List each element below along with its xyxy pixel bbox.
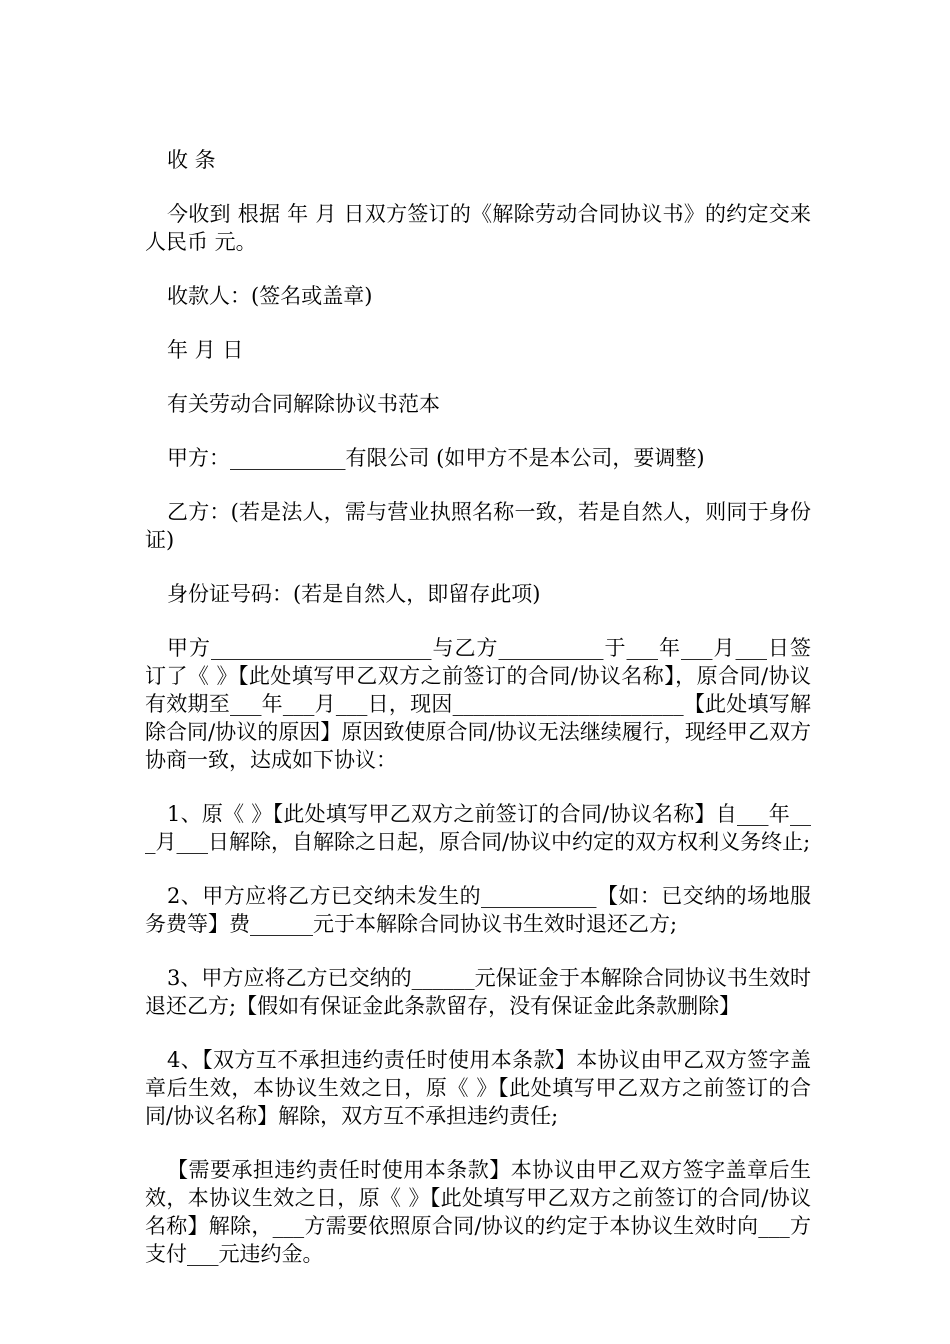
clause-2: 2、甲方应将乙方已交纳未发生的___________【如：已交纳的场地服务费等】费______元于本解除合同协议书生效时退还乙方; [145,884,811,936]
party-b: 乙方：(若是法人，需与营业执照名称一致，若是自然人，则同于身份证) [145,500,811,552]
clause-4: 4、【双方互不承担违约责任时使用本条款】本协议由甲乙双方签字盖章后生效，本协议生效之日，原《 》【此处填写甲乙双方之前签订的合同/协议名称】解除，双方互不承担违约责任; [145,1048,811,1128]
clause-4-alternative: 【需要承担违约责任时使用本条款】本协议由甲乙双方签字盖章后生效，本协议生效之日，原《 》【此处填写甲乙双方之前签订的合同/协议名称】解除，___方需要依照原合同/协议的约定于本协议生效时向___方支付___元违约金。 [145,1158,811,1266]
id-number: 身份证号码：(若是自然人，即留存此项) [167,582,541,606]
party-a: 甲方：___________有限公司 (如甲方不是本公司，要调整) [167,446,705,470]
clause-3: 3、甲方应将乙方已交纳的______元保证金于本解除合同协议书生效时退还乙方;【假如有保证金此条款留存，没有保证金此条款删除】 [145,966,811,1018]
document-page [145,146,811,1294]
receipt-body: 今收到 根据 年 月 日双方签订的《解除劳动合同协议书》的约定交来人民币 元。 [145,202,811,254]
clause-1: 1、原《 》【此处填写甲乙双方之前签订的合同/协议名称】自___年___月___日解除，自解除之日起，原合同/协议中约定的双方权利义务终止; [145,802,811,854]
receipt-title: 收 条 [167,148,216,172]
agreement-preamble: 甲方_____________________与乙方__________于___年___月___日签订了《 》【此处填写甲乙双方之前签订的合同/协议名称】，原合同/协议有效期至___年___月___日，现因______________________【此处填写解除合同/协议的原因】原因致使原合同/协议无法继续履行，现经甲乙双方协商一致，达成如下协议： [145,636,811,772]
agreement-title: 有关劳动合同解除协议书范本 [167,392,440,416]
receipt-date: 年 月 日 [167,338,244,362]
payee-signature: 收款人：(签名或盖章) [167,284,373,308]
